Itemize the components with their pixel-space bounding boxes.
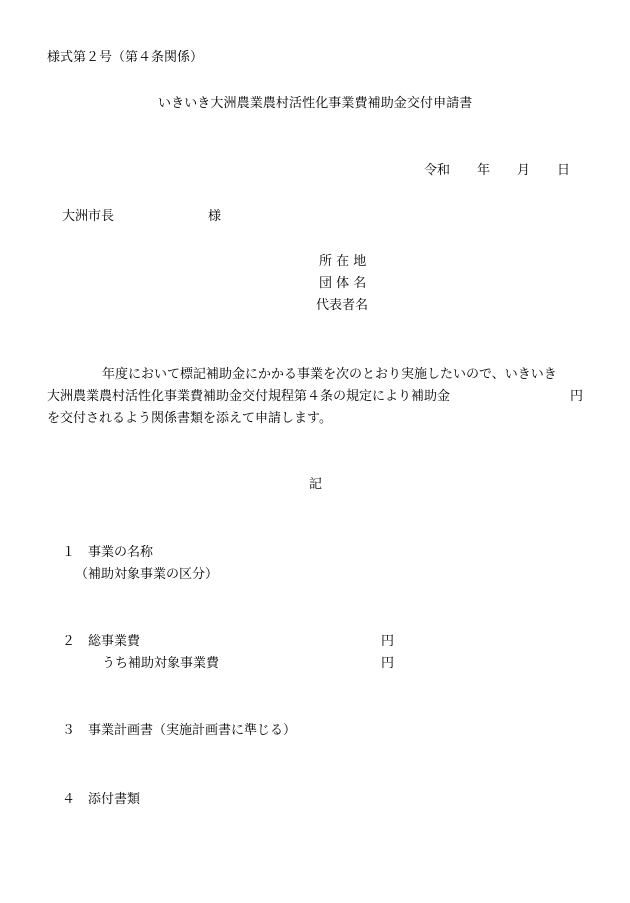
applicant-rep-label: 代表者名 (316, 298, 369, 313)
item-2-sub: うち補助対象事業費 (102, 656, 220, 671)
item-2-label: 総事業費 (88, 634, 141, 649)
addressee-name: 大洲市長 (62, 209, 115, 224)
item-3-label: 事業計画書（実施計画書に準じる） (88, 723, 297, 738)
ki-heading: 記 (309, 477, 323, 492)
item-2-sub-yen: 円 (381, 656, 395, 671)
date-era: 令和 (424, 163, 451, 178)
form-number: 様式第２号（第４条関係） (47, 50, 204, 65)
body-line-2-yen: 円 (570, 389, 584, 404)
body-line-3: を交付されるよう関係書類を添えて申請します。 (47, 411, 332, 426)
date-month: 月 (517, 163, 531, 178)
item-4-number: ４ (62, 792, 76, 807)
item-1-number: １ (62, 545, 76, 560)
item-2-number: ２ (62, 634, 76, 649)
body-line-1: 年度において標記補助金にかかる事業を次のとおり実施したいので、いきいき (102, 367, 557, 382)
date-day: 日 (557, 163, 571, 178)
item-4-label: 添付書類 (88, 792, 141, 807)
item-2-yen: 円 (381, 634, 395, 649)
applicant-org-label: 団 体 名 (319, 276, 367, 291)
applicant-address-label: 所 在 地 (319, 254, 367, 269)
document-title: いきいき大洲農業農村活性化事業費補助金交付申請書 (158, 96, 473, 111)
date-year: 年 (477, 163, 491, 178)
item-1-sub: （補助対象事業の区分） (75, 567, 219, 582)
item-1-label: 事業の名称 (88, 545, 154, 560)
item-3-number: ３ (62, 723, 76, 738)
addressee-honorific: 様 (208, 209, 222, 224)
body-line-2: 大洲農業農村活性化事業費補助金交付規程第４条の規定により補助金 (47, 389, 451, 404)
